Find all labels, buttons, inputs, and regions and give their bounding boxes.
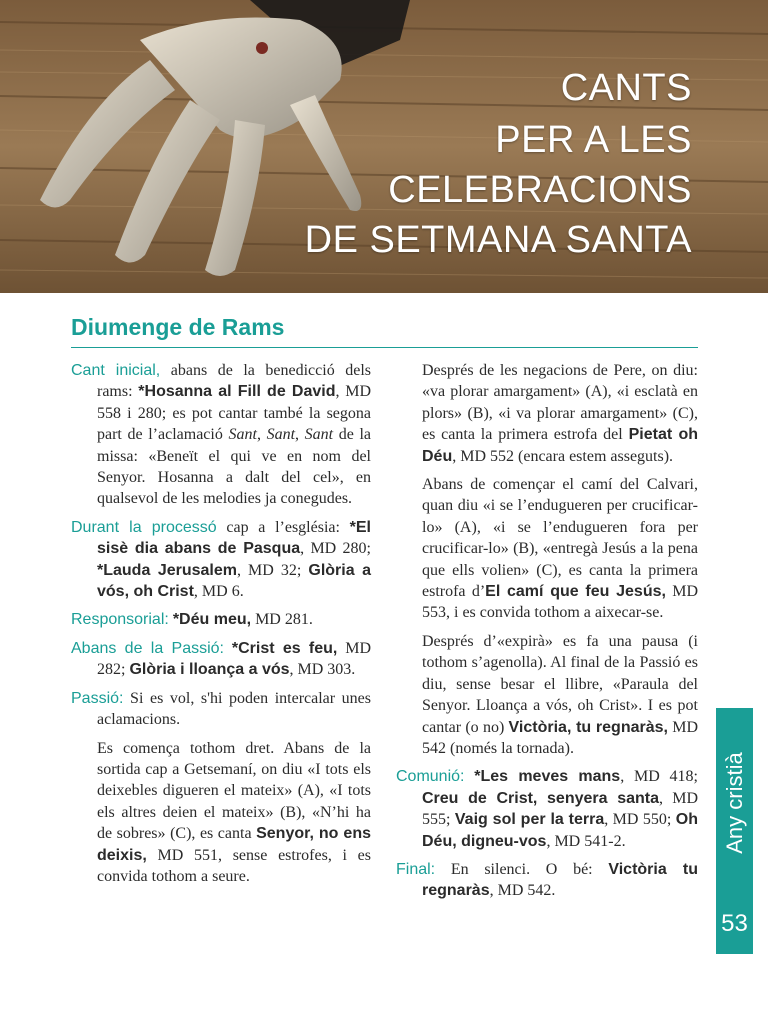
text: , — [295, 426, 305, 444]
song-title: *El sisè dia abans de Pasqua — [97, 518, 371, 558]
paragraph-calvari — [396, 474, 698, 624]
left-column — [71, 360, 371, 894]
label-processo: Durant la processó — [71, 518, 217, 536]
text: , MD 555; — [422, 789, 699, 829]
song-title: *Déu meu, — [172, 611, 252, 629]
text: , — [256, 426, 267, 444]
text: , MD 303. — [289, 661, 356, 679]
text: , MD 32; — [237, 561, 309, 579]
paragraph-responsorial — [71, 609, 371, 630]
text-italic: Sant — [304, 426, 334, 444]
song-title: Creu de Crist, senyera santa — [422, 789, 659, 807]
text: , MD 6. — [193, 583, 244, 601]
text-italic: Sant — [266, 426, 296, 444]
text-italic: Sant — [228, 426, 257, 444]
side-tab-label — [716, 708, 753, 898]
song-title: *Hosanna al Fill de David — [138, 383, 336, 401]
text: cap a l’església: — [216, 518, 350, 536]
paragraph-passio-detail — [71, 738, 371, 888]
text: MD 551, sense estrofes, i es convida tothom a seure. — [97, 846, 371, 885]
song-title: Oh Déu, digneu-vos — [422, 811, 698, 850]
paragraph-passio — [71, 688, 371, 731]
paragraph-negacions — [396, 360, 698, 467]
title-line-2: PER A LES — [495, 119, 692, 161]
song-title: Vaig sol per la terra — [454, 811, 605, 829]
text: MD 282; — [97, 639, 372, 679]
header-banner — [0, 0, 768, 293]
paragraph-comunio — [396, 766, 698, 852]
text: Abans de començar el camí del Calvari, quan diu «i se l’endugueren per crucificar-lo» (A), «i se l’endugueren fora per crucificar-lo» (B), «entregà Jesús a la pena que ells volien» (C), es canta la primera estrofa d’ — [422, 476, 698, 601]
text: , MD 552 (encara estem asseguts). — [452, 447, 674, 465]
text: Es comença tothom dret. Abans de la sortida cap a Getsemaní, on diu «I tots els deixebles digueren el mateix» (A), «I tots els altres deien el mateix» (B), «N’hi ha de sobres» (C), es canta — [97, 739, 371, 843]
label-responsorial: Responsorial: — [71, 611, 169, 629]
song-title: Senyor, no ens deixis, — [97, 825, 372, 864]
song-title: Glòria i lloança a vós — [129, 661, 290, 679]
title-line-1: CANTS — [560, 67, 692, 109]
paragraph-processo — [71, 517, 371, 603]
label-abans-passio: Abans de la Passió: — [71, 639, 224, 657]
text: MD 542 (només la tornada). — [422, 718, 699, 757]
title-line-4: DE SETMANA SANTA — [304, 219, 692, 261]
text: Després d’«expirà» es fa una pausa (i tothom s’agenolla). Al final de la Passió es diu, sense besar el llibre, «Paraula del Senyor. Lloança a vós, oh Crist». I es pot cantar (o no) — [422, 632, 698, 736]
label-passio: Passió: — [71, 689, 124, 707]
song-title: *Crist es feu, — [231, 639, 338, 657]
text: , MD 280; — [300, 540, 371, 558]
song-title: *Lauda Jerusalem — [97, 561, 237, 579]
song-title: Glòria a vós, oh Crist — [97, 561, 371, 601]
text: En silenci. O bé: — [435, 860, 609, 878]
text — [224, 640, 232, 657]
text: MD 553, i es convida tothom a aixecar-se. — [422, 583, 699, 622]
text: de la missa: «Beneït el qui ve en nom del Senyor. Hosanna a dalt del cel», en qualsevol de les melodies ja conegudes. — [97, 426, 372, 508]
label-comunio: Comunió: — [396, 768, 465, 786]
title-line-3: CELEBRACIONS — [388, 169, 692, 211]
right-column — [396, 360, 698, 909]
text: , MD 418; — [620, 768, 699, 786]
song-title: Pietat oh Déu — [422, 426, 699, 465]
song-title: *Les meves mans — [474, 768, 621, 786]
song-title: Victòria, tu regnaràs, — [508, 718, 668, 736]
song-title: Victòria tu regnaràs — [422, 860, 699, 900]
section-divider — [71, 347, 698, 348]
paragraph-cant-inicial — [71, 360, 371, 510]
label-cant-inicial: Cant inicial, — [71, 362, 161, 379]
section-name: Any cristià — [721, 752, 747, 854]
text: , MD 558 i 280; es pot cantar també la segona part de l’aclamació — [97, 383, 371, 444]
page-number: 53 — [721, 910, 748, 937]
song-title: El camí que feu Jesús, — [485, 583, 666, 601]
text: MD 281. — [251, 611, 313, 629]
paragraph-expira — [396, 631, 698, 759]
text: Després de les negacions de Pere, on diu: «va plorar amargament» (A), «i esclatà en plors» (B), «i va plorar amargament» (C), es canta la primera estrofa del — [422, 362, 698, 444]
text: , MD 542. — [489, 882, 556, 900]
text: Si es vol, s'hi poden intercalar unes aclamacions. — [97, 689, 371, 729]
text: , MD 541-2. — [546, 832, 626, 850]
text: abans de la benedicció dels rams: — [97, 362, 371, 401]
section-title: Diumenge de Rams — [71, 314, 285, 340]
label-final: Final: — [396, 860, 436, 878]
text — [464, 768, 474, 785]
text: , MD 550; — [604, 811, 676, 829]
paragraph-final — [396, 859, 698, 902]
paragraph-abans-passio — [71, 638, 371, 681]
